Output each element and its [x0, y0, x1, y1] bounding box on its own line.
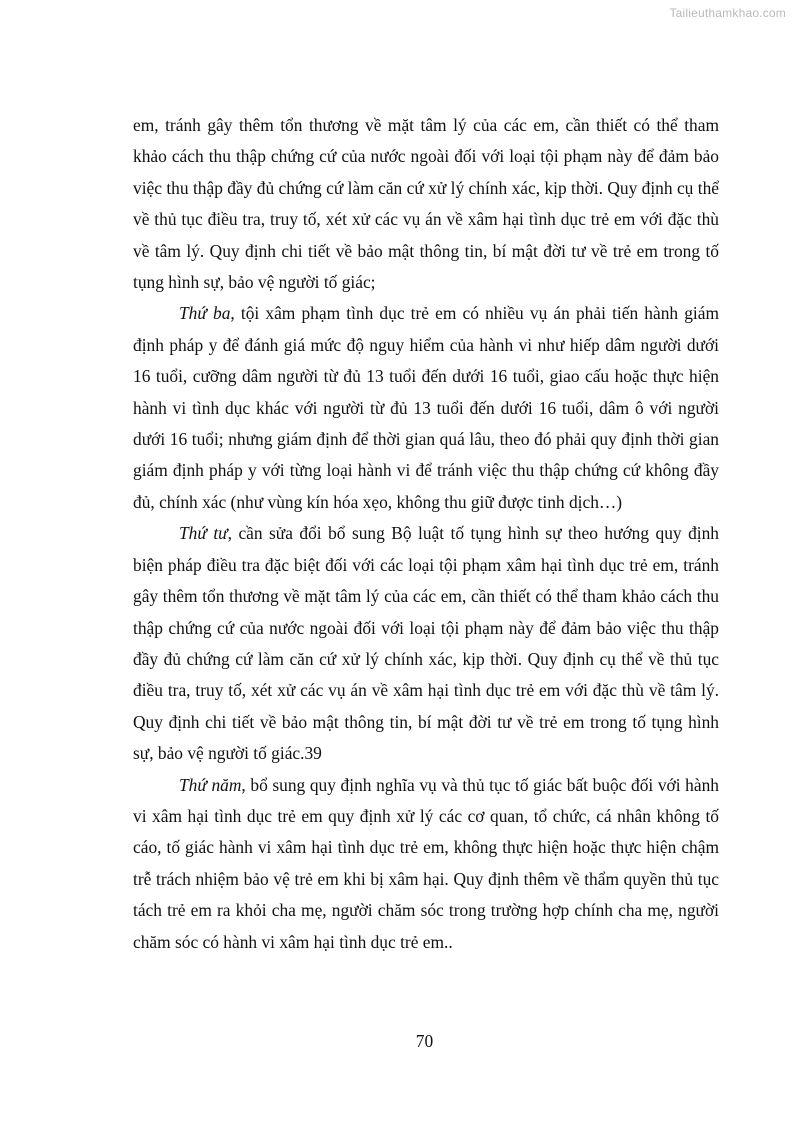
paragraph-text: , tội xâm phạm tình dục trẻ em có nhiều vụ án phải tiến hành giám định pháp y để đánh giá mức độ nguy hiểm của hành vi như hiếp dâm người dưới 16 tuổi, cưỡng dâm người từ đủ 13 tuổi đến dưới 16 tuổi, giao cấu hoặc thực hiện hành vi tình dục khác với người từ đủ 13 tuổi đến dưới 16 tuổi, dâm ô với người dưới 16 tuổi; nhưng giám định để thời gian quá lâu, theo đó phải quy định thời gian giám định pháp y với từng loại hành vi để tránh việc thu thập chứng cứ không đầy đủ, chính xác (như vùng kín hóa xẹo, không thu giữ được tinh dịch…): [133, 303, 720, 512]
paragraph-lead: Thứ tư: [179, 523, 228, 544]
paragraph-text: , bổ sung quy định nghĩa vụ và thủ tục tố giác bất buộc đối với hành vi xâm hại tình dục trẻ em quy định xử lý các cơ quan, tổ chức, cá nhân không tố cáo, tố giác hành vi xâm hại tình dục trẻ em, không thực hiện hoặc thực hiện chậm trễ trách nhiệm bảo vệ trẻ em khi bị xâm hại. Quy định thêm về thẩm quyền thủ tục tách trẻ em ra khỏi cha mẹ, người chăm sóc trong trường hợp chính cha mẹ, người chăm sóc có hành vi xâm hại tình dục trẻ em..: [133, 774, 719, 952]
paragraph-text: , cần sửa đổi bổ sung Bộ luật tố tụng hình sự theo hướng quy định biện pháp điều tra đặc biệt đối với các loại tội phạm xâm hại tình dục trẻ em, tránh gây thêm tổn thương về mặt tâm lý của các em, cần thiết có thể tham khảo cách thu thập chứng cứ của nước ngoài đối với loại tội phạm này để đảm bảo việc thu thập đầy đủ chứng cứ làm căn cứ xử lý chính xác, kịp thời. Quy định cụ thể về thủ tục điều tra, truy tố, xét xử các vụ án về xâm hại tình dục trẻ em với đặc thù về tâm lý. Quy định chi tiết về bảo mật thông tin, bí mật đời tư về trẻ em trong tố tụng hình sự, bảo vệ người tố giác.39: [133, 523, 719, 764]
paragraph-lead: Thứ ba: [179, 303, 231, 324]
paragraph-thu-nam: [133, 770, 719, 958]
paragraph-continuation: [133, 110, 719, 298]
paragraph-text: em, tránh gây thêm tổn thương về mặt tâm lý của các em, cần thiết có thể tham khảo cách thu thập chứng cứ của nước ngoài đối với loại tội phạm này để đảm bảo việc thu thập đầy đủ chứng cứ làm căn cứ xử lý chính xác, kịp thời. Quy định cụ thể về thủ tục điều tra, truy tố, xét xử các vụ án về xâm hại tình dục trẻ em với đặc thù về tâm lý. Quy định chi tiết về bảo mật thông tin, bí mật đời tư về trẻ em trong tố tụng hình sự, bảo vệ người tố giác;: [133, 115, 719, 293]
document-body: [133, 110, 719, 958]
paragraph-thu-tu: [133, 518, 719, 769]
watermark: Tailieuthamkhao.com: [669, 6, 786, 20]
paragraph-lead: Thứ năm: [179, 774, 242, 795]
paragraph-thu-ba: [133, 298, 719, 518]
page-number: 70: [415, 1031, 434, 1051]
